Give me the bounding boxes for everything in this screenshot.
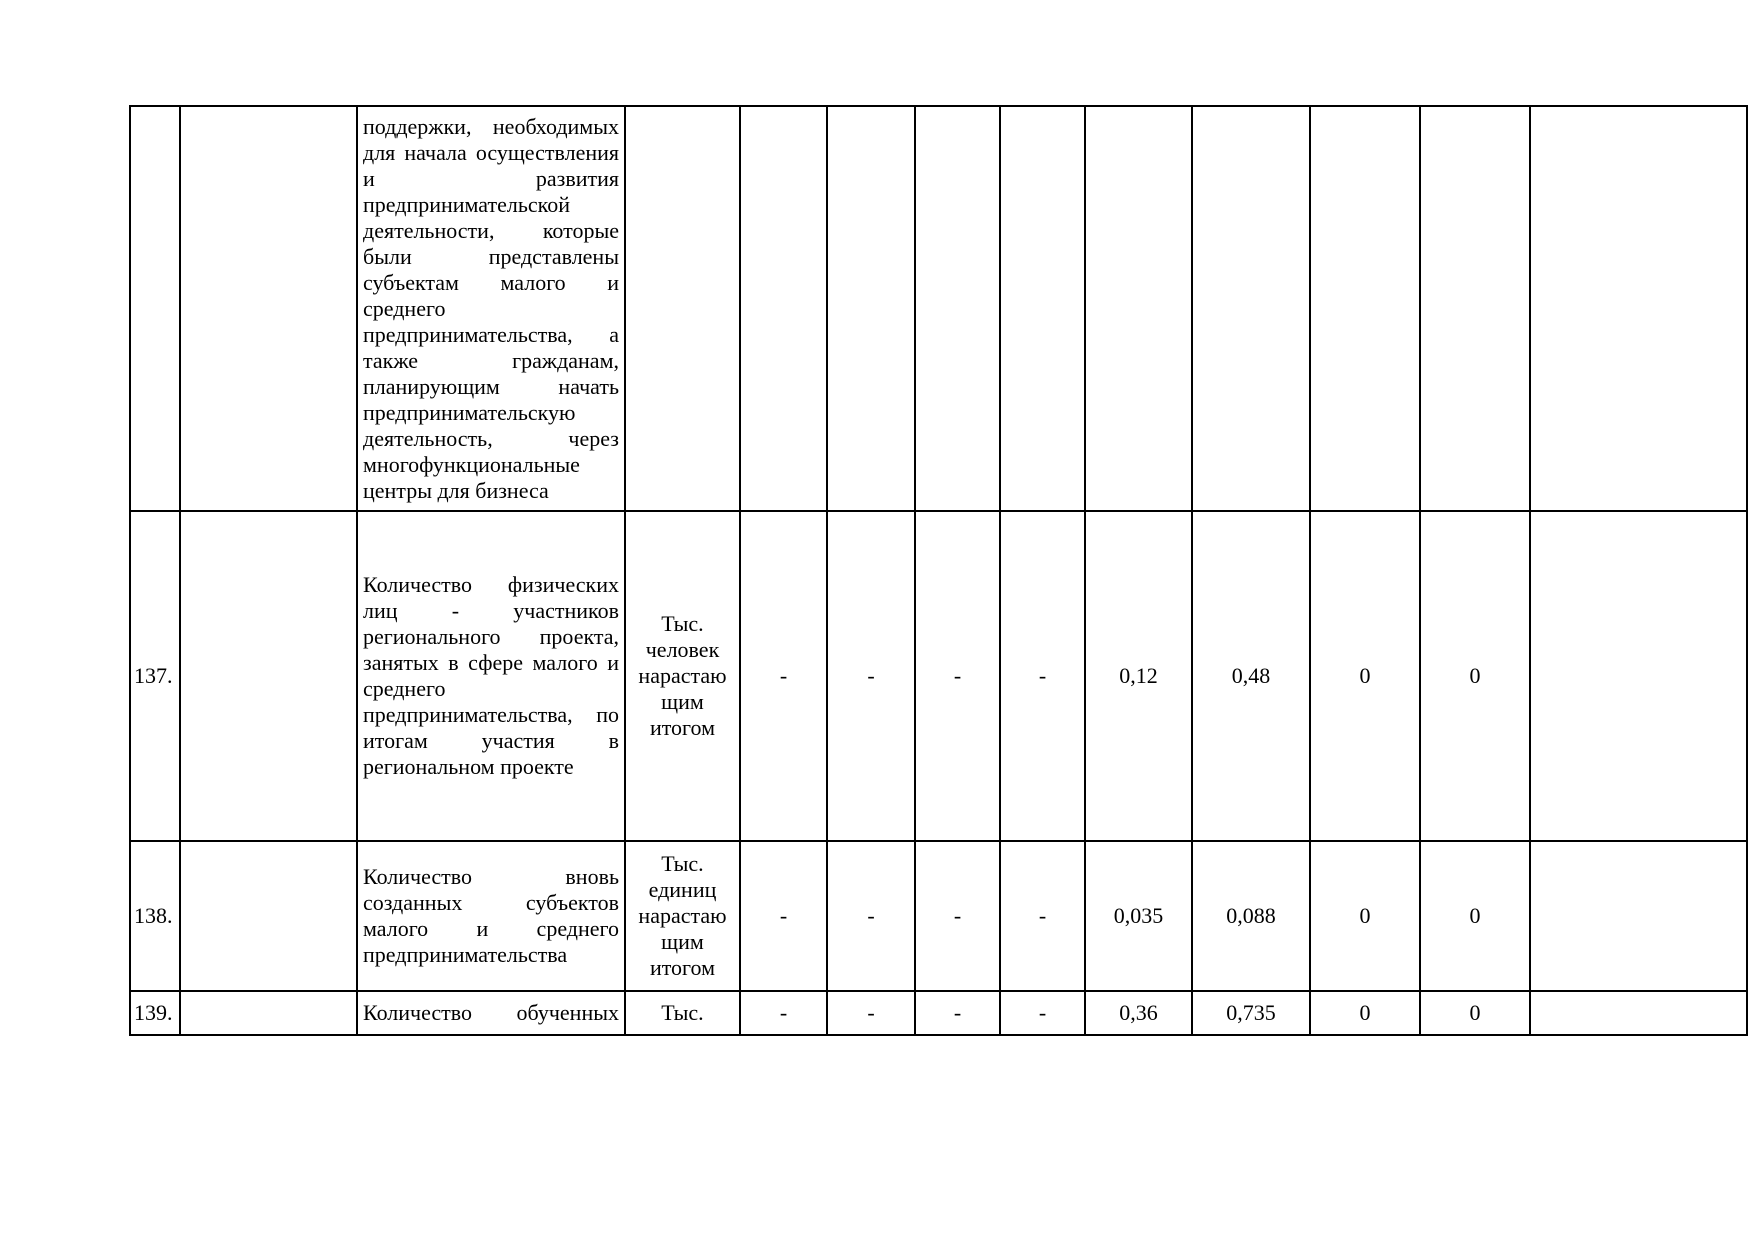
value-cell: - — [915, 511, 1000, 841]
value-cell: 0 — [1420, 841, 1530, 991]
indicator-cell: Количество обученных — [357, 991, 625, 1035]
table-row-continuation — [130, 106, 1747, 511]
group-cell — [180, 991, 357, 1035]
value-cell: 0 — [1310, 991, 1420, 1035]
value-cell — [1000, 106, 1085, 511]
value-cell: 0 — [1310, 841, 1420, 991]
value-cell: - — [1000, 511, 1085, 841]
tail-cell — [1530, 841, 1747, 991]
value-cell: 0 — [1420, 991, 1530, 1035]
indicator-cell: поддержки, необходимых для начала осуществления и развития предпринимательской деятельности, которые были представлены субъектам малого и среднего предпринимательства, а также гражданам, планирующим начать предпринимательскую деятельность, через многофункциональные центры для бизнеса — [357, 106, 625, 511]
value-cell: 0,48 — [1192, 511, 1310, 841]
row-number-cell — [130, 106, 180, 511]
row-number-cell: 139. — [130, 991, 180, 1035]
value-cell: 0 — [1420, 511, 1530, 841]
value-cell: 0,36 — [1085, 991, 1192, 1035]
value-cell — [1192, 106, 1310, 511]
value-cell: 0,035 — [1085, 841, 1192, 991]
unit-cell: Тыс. человек нарастающим итогом — [625, 511, 740, 841]
value-cell — [1310, 106, 1420, 511]
indicators-table — [129, 105, 1748, 1036]
value-cell — [1085, 106, 1192, 511]
table-row-139 — [130, 991, 1747, 1035]
value-cell: 0,12 — [1085, 511, 1192, 841]
unit-cell: Тыс. — [625, 991, 740, 1035]
value-cell: - — [740, 841, 827, 991]
value-cell: - — [827, 841, 915, 991]
tail-cell — [1530, 511, 1747, 841]
row-number-cell: 137. — [130, 511, 180, 841]
value-cell: 0 — [1310, 511, 1420, 841]
tail-cell — [1530, 991, 1747, 1035]
value-cell — [740, 106, 827, 511]
value-cell: - — [915, 991, 1000, 1035]
indicator-cell: Количество физических лиц - участников регионального проекта, занятых в сфере малого и среднего предпринимательства, по итогам участия в региональном проекте — [357, 511, 625, 841]
value-cell: - — [740, 511, 827, 841]
value-cell: - — [827, 991, 915, 1035]
value-cell — [1420, 106, 1530, 511]
indicator-cell: Количество вновь созданных субъектов малого и среднего предпринимательства — [357, 841, 625, 991]
value-cell: - — [915, 841, 1000, 991]
value-cell: - — [740, 991, 827, 1035]
value-cell: 0,088 — [1192, 841, 1310, 991]
tail-cell — [1530, 106, 1747, 511]
table-row-138 — [130, 841, 1747, 991]
value-cell: 0,735 — [1192, 991, 1310, 1035]
table-row-137 — [130, 511, 1747, 841]
group-cell — [180, 106, 357, 511]
group-cell — [180, 511, 357, 841]
row-number-cell: 138. — [130, 841, 180, 991]
group-cell — [180, 841, 357, 991]
unit-cell: Тыс. единиц нарастающим итогом — [625, 841, 740, 991]
unit-cell — [625, 106, 740, 511]
value-cell — [827, 106, 915, 511]
value-cell: - — [1000, 991, 1085, 1035]
value-cell: - — [827, 511, 915, 841]
value-cell — [915, 106, 1000, 511]
value-cell: - — [1000, 841, 1085, 991]
